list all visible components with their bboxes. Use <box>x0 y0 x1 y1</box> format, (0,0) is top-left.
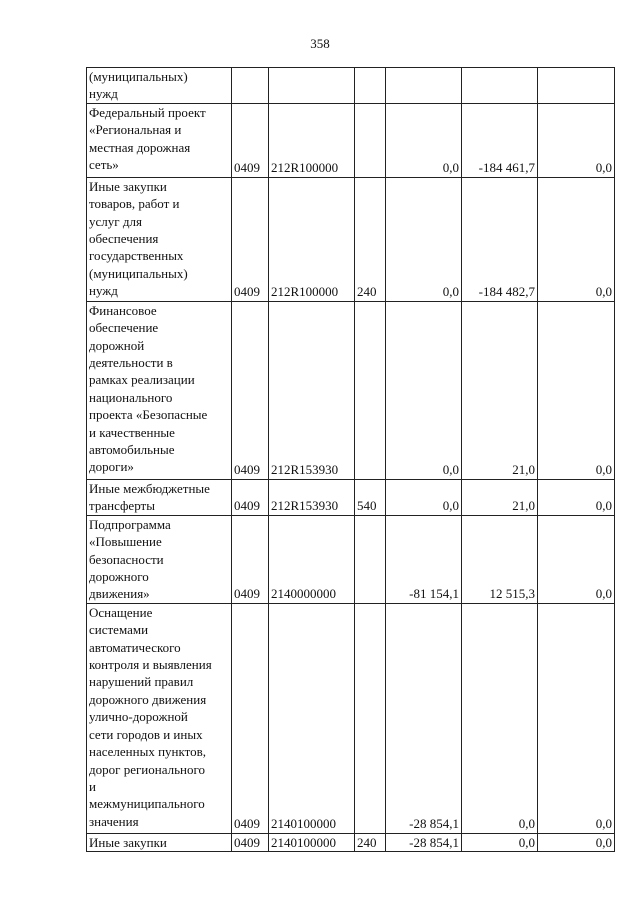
target-article-cell: 2140100000 <box>269 603 355 833</box>
amount-2-cell: 12 515,3 <box>462 515 538 603</box>
amount-2-cell: 0,0 <box>462 833 538 851</box>
section-code-cell: 0409 <box>232 603 269 833</box>
table-row <box>87 301 615 479</box>
row-name-cell: Иные закупки <box>87 833 232 851</box>
row-name-cell: Оснащение системами автоматического контроля и выявления нарушений правил дорожного движения улично-дорожной сети городов и иных населенных пунктов, дорог регионального и межмуниципального значения <box>87 603 232 833</box>
row-name-cell: Федеральный проект «Региональная и местная дорожная сеть» <box>87 103 232 177</box>
target-article-cell: 2140100000 <box>269 833 355 851</box>
table-row <box>87 833 615 851</box>
section-code-cell: 0409 <box>232 177 269 301</box>
amount-1-cell: 0,0 <box>386 479 462 515</box>
table-row <box>87 177 615 301</box>
row-name-cell: Иные межбюджетные трансферты <box>87 479 232 515</box>
amount-3-cell: 0,0 <box>538 515 615 603</box>
section-code-cell: 0409 <box>232 479 269 515</box>
amount-1-cell: -28 854,1 <box>386 603 462 833</box>
amount-1-cell: -81 154,1 <box>386 515 462 603</box>
row-name-cell: Финансовое обеспечение дорожной деятельности в рамках реализации национального проекта «Безопасные и качественные автомобильные дороги» <box>87 301 232 479</box>
expense-type-cell <box>355 603 386 833</box>
amount-3-cell <box>538 68 615 104</box>
row-name-cell: Подпрограмма «Повышение безопасности дорожного движения» <box>87 515 232 603</box>
amount-1-cell: 0,0 <box>386 177 462 301</box>
target-article-cell: 212R100000 <box>269 177 355 301</box>
budget-table <box>86 67 615 852</box>
amount-3-cell: 0,0 <box>538 479 615 515</box>
amount-1-cell: 0,0 <box>386 301 462 479</box>
amount-2-cell: 0,0 <box>462 603 538 833</box>
table-row <box>87 515 615 603</box>
expense-type-cell <box>355 103 386 177</box>
expense-type-cell: 240 <box>355 177 386 301</box>
expense-type-cell <box>355 68 386 104</box>
page-number: 358 <box>310 36 330 51</box>
expense-type-cell <box>355 301 386 479</box>
amount-3-cell: 0,0 <box>538 103 615 177</box>
table-row <box>87 603 615 833</box>
target-article-cell: 212R100000 <box>269 103 355 177</box>
amount-1-cell <box>386 68 462 104</box>
expense-type-cell: 240 <box>355 833 386 851</box>
amount-2-cell: -184 482,7 <box>462 177 538 301</box>
section-code-cell: 0409 <box>232 833 269 851</box>
target-article-cell: 2140000000 <box>269 515 355 603</box>
row-name-cell: Иные закупки товаров, работ и услуг для обеспечения государственных (муниципальных) нужд <box>87 177 232 301</box>
row-name-cell: (муниципальных) нужд <box>87 68 232 104</box>
amount-2-cell <box>462 68 538 104</box>
amount-2-cell: 21,0 <box>462 301 538 479</box>
target-article-cell: 212R153930 <box>269 301 355 479</box>
target-article-cell <box>269 68 355 104</box>
amount-3-cell: 0,0 <box>538 301 615 479</box>
amount-3-cell: 0,0 <box>538 603 615 833</box>
table-row <box>87 68 615 104</box>
amount-3-cell: 0,0 <box>538 833 615 851</box>
section-code-cell: 0409 <box>232 515 269 603</box>
section-code-cell: 0409 <box>232 301 269 479</box>
section-code-cell <box>232 68 269 104</box>
amount-2-cell: 21,0 <box>462 479 538 515</box>
table-row <box>87 103 615 177</box>
target-article-cell: 212R153930 <box>269 479 355 515</box>
amount-2-cell: -184 461,7 <box>462 103 538 177</box>
expense-type-cell: 540 <box>355 479 386 515</box>
amount-3-cell: 0,0 <box>538 177 615 301</box>
amount-1-cell: 0,0 <box>386 103 462 177</box>
expense-type-cell <box>355 515 386 603</box>
table-row <box>87 479 615 515</box>
section-code-cell: 0409 <box>232 103 269 177</box>
table-body <box>87 68 615 852</box>
amount-1-cell: -28 854,1 <box>386 833 462 851</box>
